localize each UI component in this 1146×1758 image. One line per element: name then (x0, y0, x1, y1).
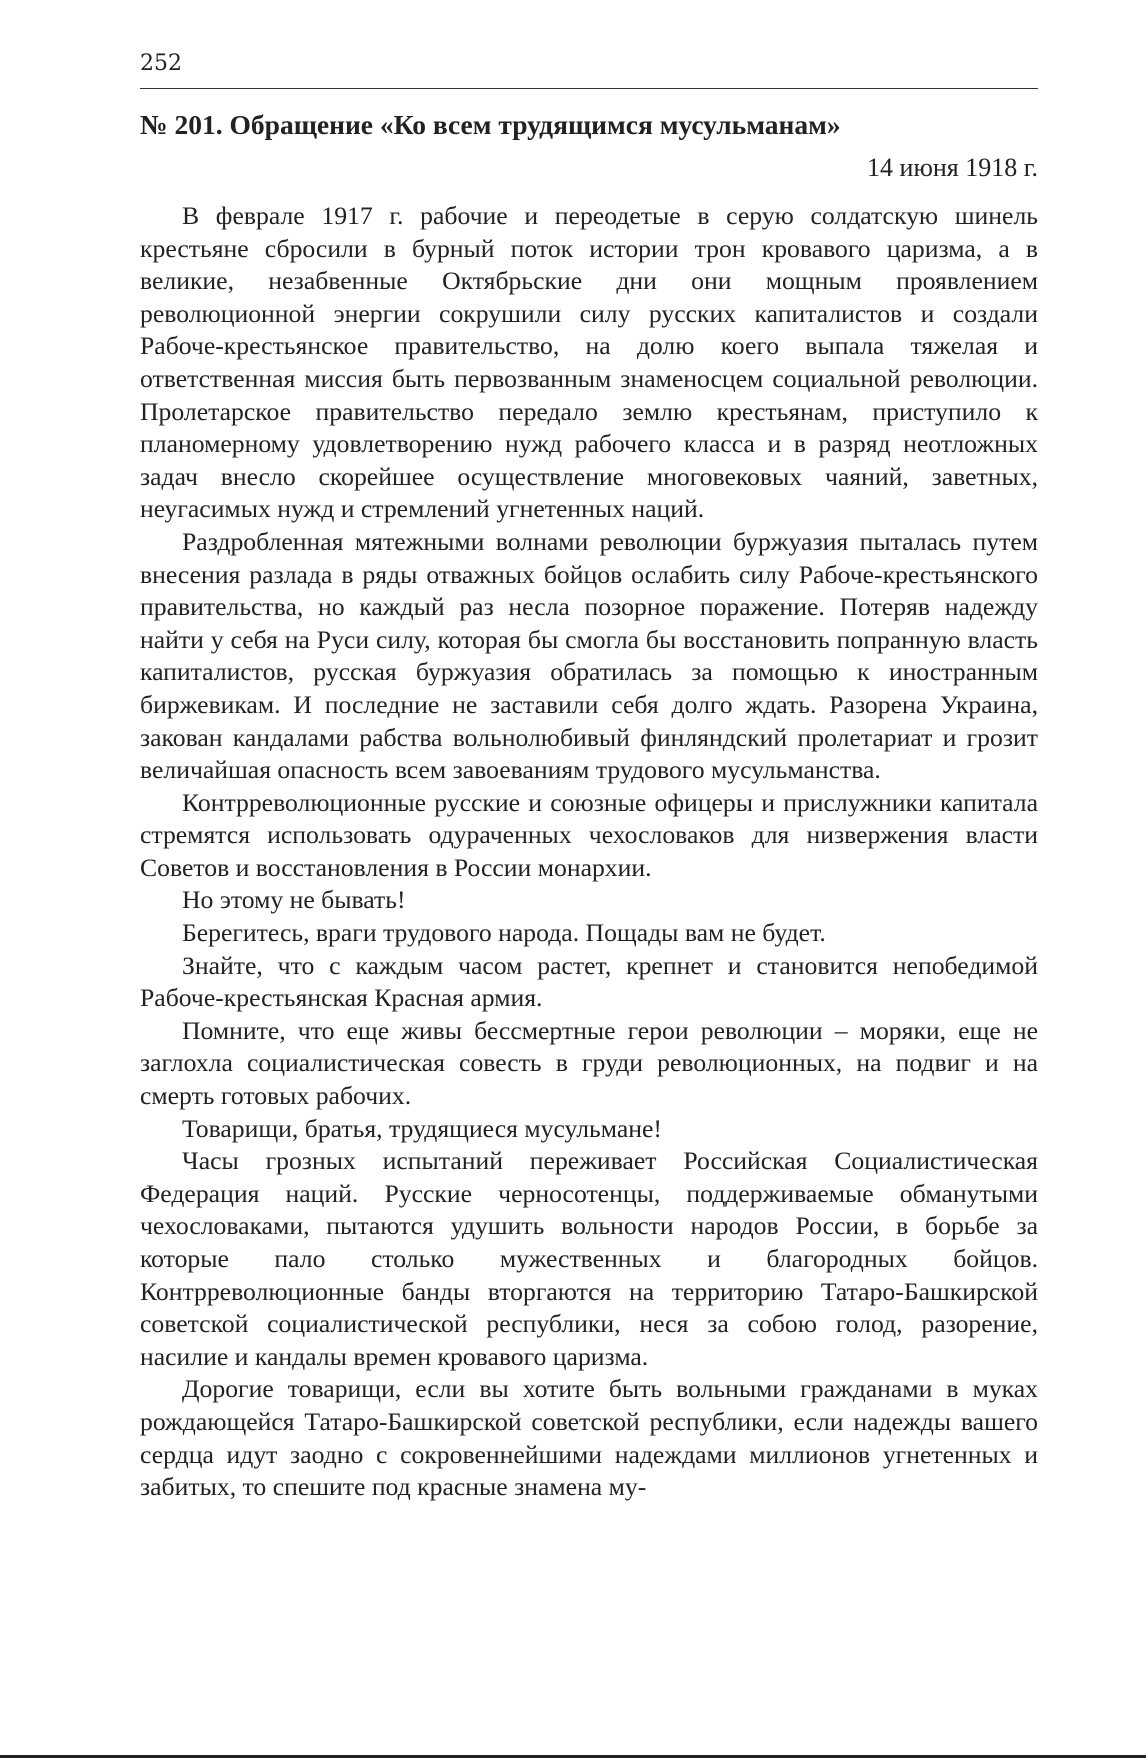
paragraph: Дорогие товарищи, если вы хотите быть вольными гражданами в муках рождающейся Татаро-Башкирской советской республики, если надежды вашего сердца идут заодно с сокровеннейшими надеждами миллионов угнетенных и забитых, то спешите под красные знамена му- (140, 1374, 1038, 1502)
paragraph: Контрреволюционные русские и союзные офицеры и прислужники капитала стремятся использовать одураченных чехословаков для низвержения власти Советов и восстановления в России монархии. (140, 787, 1038, 882)
paragraph: Знайте, что с каждым часом растет, крепнет и становится непобедимой Рабоче-крестьянская Красная армия. (140, 950, 1038, 1013)
paragraph: Часы грозных испытаний переживает Российская Социалистическая Федерация наций. Русские черносотенцы, поддерживаемые обманутыми чехословаками, пытаются удушить вольности народов России, в борьбе за которые пало столько мужественных и благородных бойцов. Контрреволюционные банды вторгаются на территорию Татаро-Башкирской советской социалистической республики, неся за собою голод, разорение, насилие и кандалы времен кровавого царизма. (140, 1146, 1038, 1371)
paragraph: Раздробленная мятежными волнами революции буржуазия пыталась путем внесения разлада в ряды отважных бойцов ослабить силу Рабоче-крестьянского правительства, но каждый раз несла позорное поражение. Потеряв надежду найти у себя на Руси силу, которая бы смогла бы восстановить попранную власть капиталистов, русская буржуазия обратилась за помощью к иностранным биржевикам. И последние не заставили себя долго ждать. Разорена Украина, закован кандалами рабства вольнолюбивый финляндский пролетариат и грозит величайшая опасность всем завоеваниям трудового мусульманства. (140, 526, 1038, 785)
document-body (140, 200, 1038, 1504)
paragraph: Берегитесь, враги трудового народа. Пощады вам не будет. (182, 918, 826, 948)
paragraph: В феврале 1917 г. рабочие и переодетые в серую солдатскую шинель крестьяне сбросили в бурный поток истории трон кровавого царизма, а в великие, незабвенные Октябрьские дни они мощным проявлением революционной энергии сокрушили силу русских капиталистов и создали Рабоче-крестьянское правительство, на долю коего выпала тяжелая и ответственная миссия быть первозванным знаменосцем социальной революции. Пролетарское правительство передало землю крестьянам, приступило к планомерному удовлетворению нужд рабочего класса и в разряд неотложных задач внесло скорейшее осуществление многовековых чаяний, заветных, неугасимых нужд и стремлений угнетенных наций. (140, 201, 1038, 524)
document-date: 14 июня 1918 г. (867, 153, 1038, 182)
document-title: № 201. Обращение «Ко всем трудящимся мусульманам» (140, 109, 841, 140)
paragraph: Помните, что еще живы бессмертные герои революции – моряки, еще не заглохла социалистическая совесть в груди революционных, на подвиг и на смерть готовых рабочих. (140, 1015, 1038, 1111)
paragraph: Но этому не бывать! (182, 885, 406, 915)
page-number: 252 (140, 51, 182, 76)
header-rule (140, 88, 1038, 89)
paragraph: Товарищи, братья, трудящиеся мусульмане! (182, 1113, 662, 1143)
